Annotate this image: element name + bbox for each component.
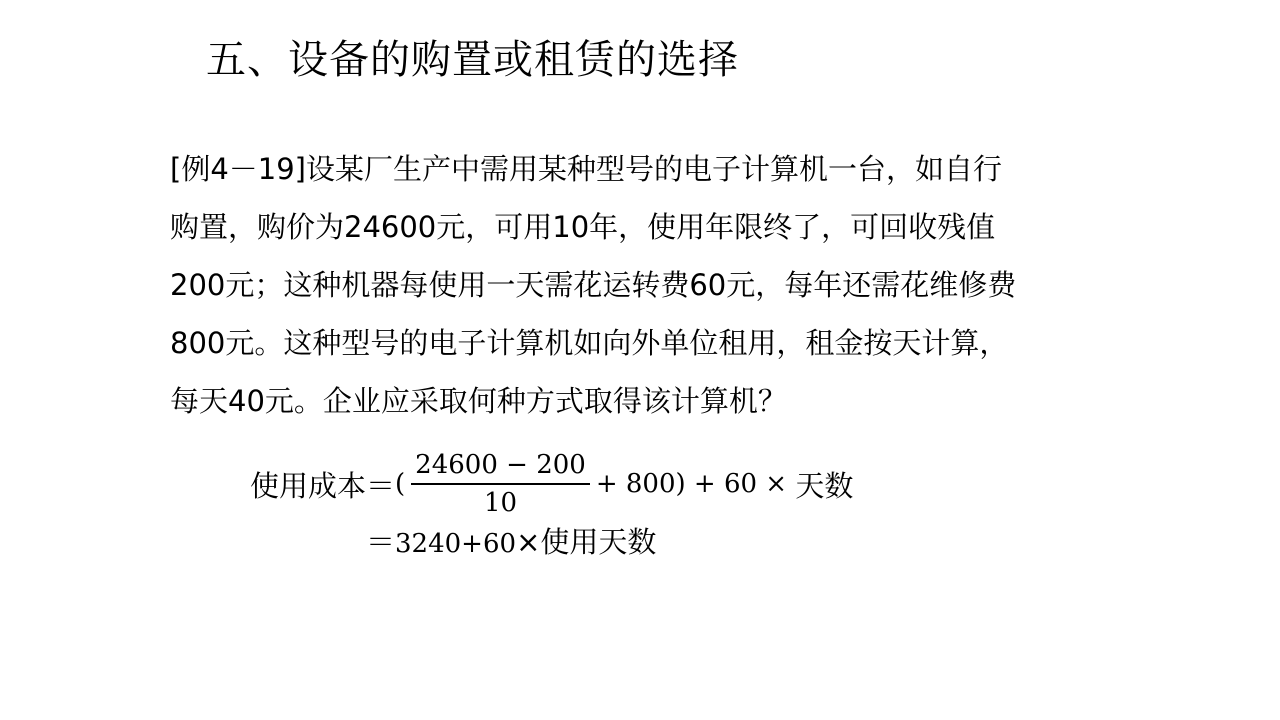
times-sign: ×: [516, 525, 541, 559]
fraction-denominator: 10: [483, 487, 518, 518]
slide-title: 五、设备的购置或租赁的选择: [206, 37, 739, 83]
cost-formula: [250, 446, 853, 522]
simplified-formula: [366, 520, 656, 566]
problem-line: 200元；这种机器每使用一天需花运转费60元，每年还需花维修费: [170, 268, 1017, 302]
problem-line: 购置，购价为24600元，可用10年，使用年限终了，可回收残值: [170, 210, 996, 244]
fraction: [411, 449, 590, 519]
problem-line: [例4－19]设某厂生产中需用某种型号的电子计算机一台，如自行: [170, 152, 1002, 186]
fraction-numerator: 24600 − 200: [415, 450, 586, 481]
equals-sign: ＝: [366, 525, 396, 559]
formula-lhs: 使用成本＝: [250, 468, 396, 503]
formula-expression: 3240+60: [395, 529, 517, 559]
problem-line: 800元。这种型号的电子计算机如向外单位租用，租金按天计算，: [170, 326, 1009, 360]
formula-tail: + 800) + 60 ×: [595, 469, 796, 499]
problem-line: 每天40元。企业应采取何种方式取得该计算机？: [170, 384, 787, 418]
problem-statement: [170, 140, 1016, 430]
formula-unit: 天数: [795, 468, 854, 503]
open-paren: (: [395, 469, 406, 499]
formula-rest: 使用天数: [540, 525, 657, 559]
